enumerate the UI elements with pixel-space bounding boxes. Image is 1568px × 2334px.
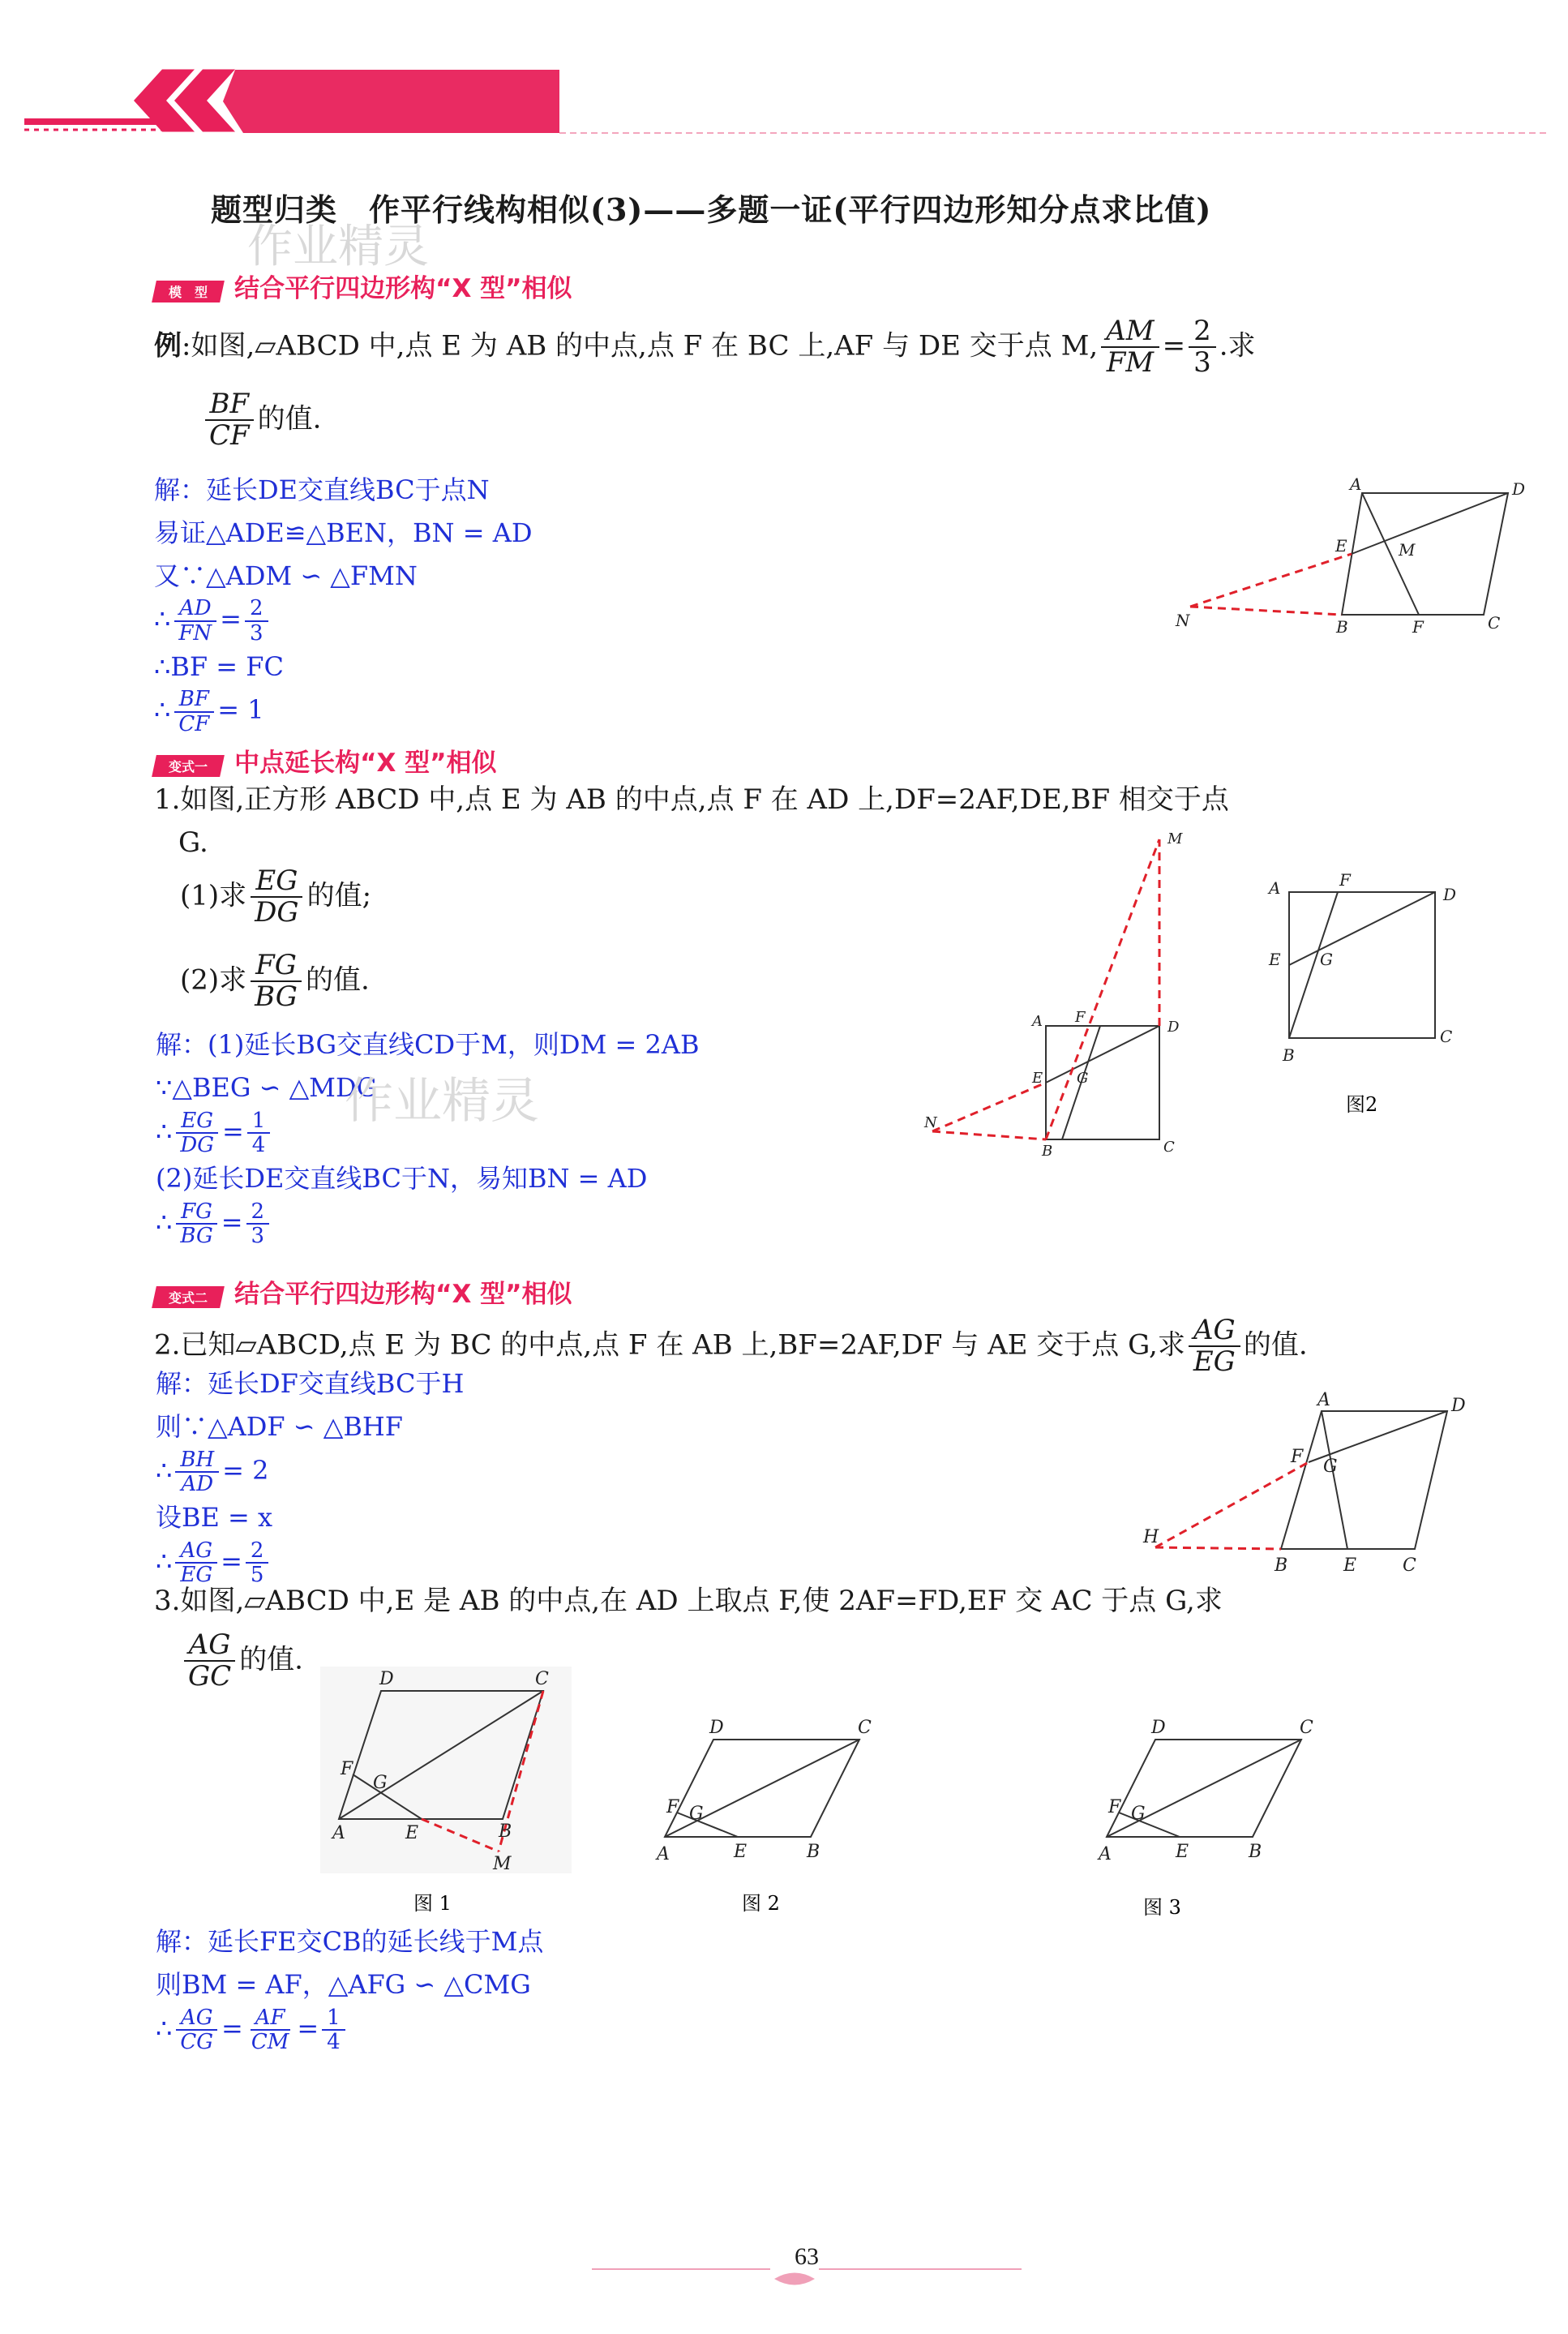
label-F: F [1412, 617, 1424, 637]
label-A: A [1350, 474, 1362, 494]
svg-text:D: D [1443, 885, 1457, 904]
v1-part2: (2)求 $\frac{FG}{BG}$ 的值. [180, 949, 370, 1014]
v2-figure [1135, 1391, 1476, 1585]
svg-text:F: F [666, 1797, 679, 1817]
v2-heading: 结合平行四边形构“X 型”相似 [234, 1280, 572, 1309]
svg-text:E: E [734, 1842, 748, 1862]
v2-section-header [154, 1273, 572, 1310]
fig3-caption: 图 3 [1143, 1896, 1181, 1918]
svg-text:D: D [1167, 1019, 1180, 1036]
example-question [154, 316, 1256, 379]
solution-line: ∴ $\frac{BF}{CF}$ = 1 [154, 687, 264, 736]
svg-text:C: C [1403, 1555, 1416, 1576]
v1-solution [156, 1023, 699, 1248]
example-label: 例 [154, 329, 182, 363]
svg-text:M: M [1167, 830, 1183, 847]
svg-text:B: B [1249, 1842, 1262, 1862]
v2-question-3-line2: $\frac{AG}{GC}$ 的值. [180, 1630, 303, 1693]
eq-sign: = [1162, 329, 1186, 363]
v1-part1: (1)求 $\frac{EG}{DG}$ 的值; [180, 865, 372, 929]
svg-text:E: E [1032, 1070, 1043, 1087]
solution-line: ∴ $\frac{AG}{EG}$ = $\frac{2}{5}$ [156, 1539, 464, 1587]
svg-text:D: D [1151, 1718, 1166, 1738]
solution-line: 解：延长DF交直线BC于H [156, 1368, 465, 1399]
svg-text:E: E [1176, 1842, 1189, 1862]
svg-text:A: A [1269, 878, 1281, 898]
solution-line: (2)延长DE交直线BC于N，易知BN = AD [156, 1162, 648, 1194]
svg-text:H: H [1143, 1527, 1159, 1547]
svg-text:F: F [1108, 1797, 1121, 1817]
svg-text:B: B [807, 1842, 820, 1862]
v2-question-3 [154, 1580, 1223, 1623]
solution-line: 解：(1)延长BG交直线CD于M，则DM = 2AB [156, 1029, 700, 1060]
page-title: 题型归类 作平行线构相似(3)——多题一证(平行四边形知分点求比值) [211, 191, 1212, 228]
header-decoration [0, 65, 1568, 146]
svg-text:A: A [1099, 1844, 1112, 1864]
solution-line: 又∵△ADM ∽ △FMN [154, 560, 418, 591]
svg-text:E: E [1269, 950, 1281, 969]
solution-line: 解：延长DE交直线BC于点N [154, 474, 490, 505]
watermark-2: 作业精灵 [345, 1073, 539, 1130]
solution-line: 设BE = x [156, 1501, 273, 1533]
q3-solution [156, 1920, 543, 2054]
svg-text:C: C [1440, 1027, 1453, 1046]
q3-figure-3 [1097, 1718, 1313, 1918]
svg-text:G: G [373, 1773, 388, 1793]
svg-text:N: N [924, 1114, 937, 1131]
model-tag: 模 型 [152, 281, 225, 302]
svg-text:B: B [1042, 1143, 1053, 1160]
solution-line: 易证△ADE≌△BEN，BN = AD [154, 517, 533, 548]
svg-text:A: A [657, 1844, 670, 1864]
svg-text:E: E [405, 1823, 419, 1843]
solution-line: 则BM = AF，△AFG ∽ △CMG [156, 1968, 531, 2000]
fig2-caption: 图2 [1346, 1093, 1378, 1116]
solution-line: ∴ $\frac{BH}{AD}$ = 2 [156, 1447, 269, 1497]
svg-text:C: C [1163, 1139, 1175, 1156]
solution-line: ∴ $\frac{EG}{DG}$ = $\frac{1}{4}$ [156, 1109, 699, 1157]
label-M: M [1399, 540, 1416, 560]
svg-text:D: D [1451, 1396, 1466, 1416]
svg-text:M: M [493, 1854, 512, 1874]
solution-line: ∴BF = FC [154, 650, 284, 682]
v2-question-2: 2.已知▱ABCD,点 E 为 BC 的中点,点 F 在 AB 上,BF=2AF,DF 与 AE 交于点 G,求 $\frac{AG}{EG}$ 的值. [154, 1314, 1308, 1379]
solution-line: ∴ $\frac{AG}{CG}$ = $\frac{AF}{CM}$ = $\frac{1}{4}$ [156, 2006, 543, 2054]
v1-q-line2: G. [178, 826, 208, 859]
model-section-header [154, 268, 572, 304]
solution-line: ∴ $\frac{FG}{BG}$ = $\frac{2}{3}$ [156, 1200, 699, 1248]
fig2-caption: 图 2 [742, 1892, 780, 1915]
svg-text:A: A [1317, 1391, 1330, 1410]
frac-am-fm: $\frac{AM}{FM}$ [1101, 316, 1159, 379]
page-number: 63 [795, 2243, 819, 2270]
solution-line: 解：延长FE交CB的延长线于M点 [156, 1926, 544, 1957]
svg-text:G: G [689, 1804, 704, 1824]
v2-solution [156, 1362, 464, 1587]
frac-2-3: $\frac{2}{3}$ [1189, 316, 1216, 379]
svg-text:B: B [1275, 1555, 1288, 1576]
svg-text:B: B [499, 1821, 512, 1842]
fig1-caption: 图 1 [413, 1892, 452, 1915]
ask-text: .求 [1219, 329, 1256, 363]
svg-text:F: F [341, 1759, 353, 1779]
svg-text:D: D [709, 1718, 724, 1738]
svg-text:F: F [1075, 1009, 1086, 1026]
svg-text:B: B [1283, 1045, 1295, 1065]
q3-figures [316, 1667, 1338, 1918]
label-C: C [1488, 613, 1501, 633]
v1-figure-2 [1249, 860, 1476, 1119]
model-figure [1167, 470, 1540, 641]
svg-text:A: A [332, 1823, 345, 1843]
solution-line: ∴ $\frac{AD}{FN}$ = $\frac{2}{3}$ [154, 597, 532, 645]
solution-line: ∵△BEG ∽ △MDG [156, 1071, 378, 1103]
v2-tag: 变式二 [152, 1286, 225, 1308]
svg-text:E: E [1343, 1555, 1357, 1576]
v1-tag: 变式一 [152, 755, 225, 777]
svg-text:G: G [1077, 1070, 1089, 1087]
label-D: D [1512, 479, 1526, 499]
svg-text:F: F [1339, 870, 1351, 890]
svg-text:G: G [1320, 950, 1333, 969]
svg-text:D: D [379, 1669, 394, 1689]
q3-line1: 3.如图,▱ABCD 中,E 是 AB 的中点,在 AD 上取点 F,使 2AF=FD,EF 交 AC 于点 G,求 [154, 1585, 1223, 1617]
label-N: N [1176, 611, 1190, 630]
watermark: 作业精灵 [247, 221, 429, 273]
svg-text:C: C [1300, 1718, 1313, 1738]
example-question-line2 [201, 389, 321, 452]
label-B: B [1336, 617, 1348, 637]
svg-text:A: A [1032, 1013, 1043, 1030]
svg-text:G: G [1131, 1804, 1146, 1824]
v1-q-line1: 1.如图,正方形 ABCD 中,点 E 为 AB 的中点,点 F 在 AD 上,DF=2AF,DE,BF 相交于点 [154, 783, 1229, 816]
header-chevrons-icon [0, 65, 1568, 146]
ask-end: 的值. [257, 402, 322, 435]
example-text: :如图,▱ABCD 中,点 E 为 AB 的中点,点 F 在 BC 上,AF 与 DE 交于点 M, [182, 329, 1099, 363]
svg-text:C: C [535, 1669, 549, 1689]
frac-bf-cf: $\frac{BF}{CF}$ [204, 389, 255, 452]
model-heading: 结合平行四边形构“X 型”相似 [234, 274, 572, 303]
label-E: E [1335, 536, 1347, 556]
svg-text:C: C [858, 1718, 872, 1738]
v1-figure-1 [916, 819, 1224, 1160]
v1-heading: 中点延长构“X 型”相似 [234, 749, 497, 778]
q3-figure-2 [655, 1718, 872, 1915]
q3-figure-1 [320, 1667, 572, 1915]
svg-text:F: F [1291, 1447, 1304, 1467]
v1-section-header [154, 742, 497, 779]
solution-line: 则∵△ADF ∽ △BHF [156, 1410, 403, 1442]
svg-text:G: G [1323, 1457, 1338, 1477]
model-solution [154, 469, 532, 736]
